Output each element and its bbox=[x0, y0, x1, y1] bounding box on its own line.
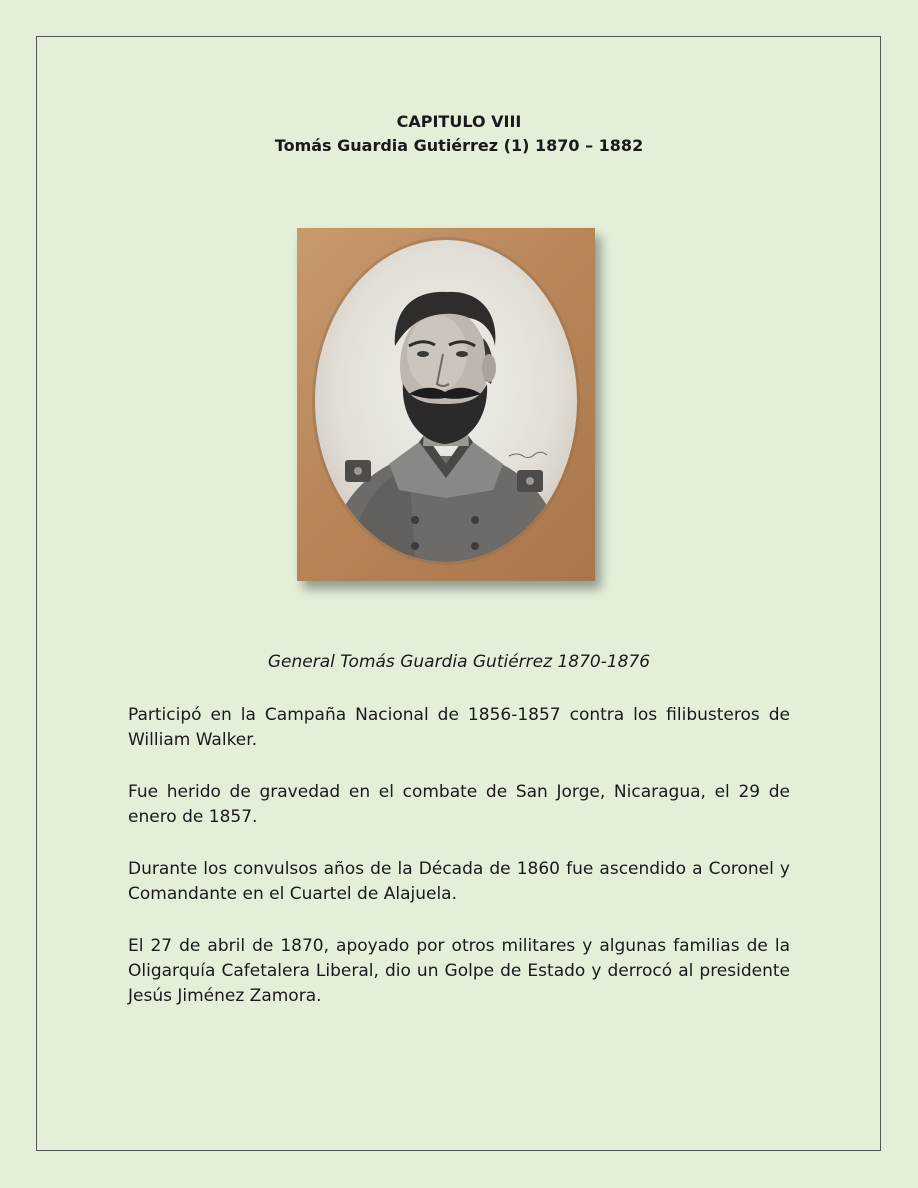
chapter-label: CAPITULO VIII bbox=[396, 112, 522, 131]
paragraph-4: El 27 de abril de 1870, apoyado por otros militares y algunas familias de la Oligarquía Cafetalera Liberal, dio un Golpe de Estado y derrocó al presidente Jesús Jiménez Zamora. bbox=[128, 936, 790, 1006]
paragraph-3: Durante los convulsos años de la Década de 1860 fue ascendido a Coronel y Comandante en el Cuartel de Alajuela. bbox=[128, 859, 790, 904]
paragraph-2: Fue herido de gravedad en el combate de San Jorge, Nicaragua, el 29 de enero de 1857. bbox=[128, 782, 790, 827]
chapter-heading bbox=[0, 110, 918, 158]
portrait-caption: General Tomás Guardia Gutiérrez 1870-1876 bbox=[267, 652, 651, 672]
paragraph-1: Participó en la Campaña Nacional de 1856-1857 contra los filibusteros de William Walker. bbox=[128, 705, 790, 750]
portrait-image bbox=[297, 228, 595, 581]
chapter-subtitle: Tomás Guardia Gutiérrez (1) 1870 – 1882 bbox=[274, 136, 644, 155]
